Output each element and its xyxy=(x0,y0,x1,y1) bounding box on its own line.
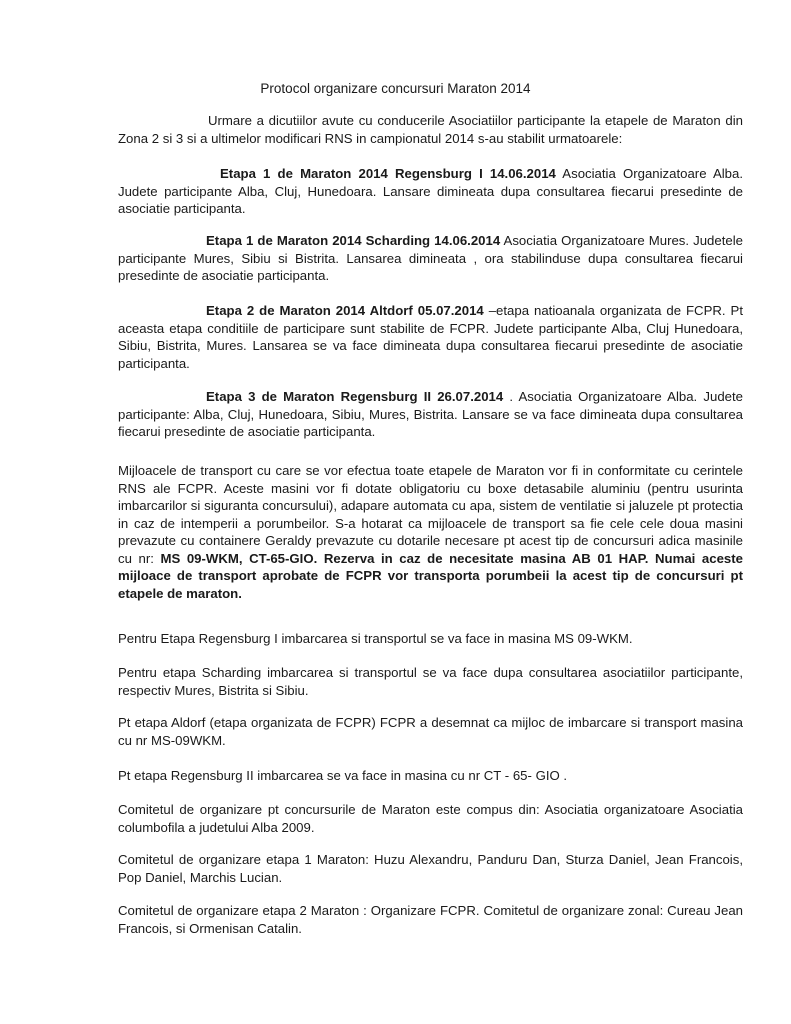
stage-heading: Etapa 1 de Maraton 2014 Scharding 14.06.2014 xyxy=(206,233,501,248)
paragraph-aldorf: Pt etapa Aldorf (etapa organizata de FCPR) FCPR a desemnat ca mijloc de imbarcare si transport masina cu nr MS-09WKM. xyxy=(118,715,743,748)
stage-heading: Etapa 3 de Maraton Regensburg II 26.07.2014 xyxy=(206,389,504,404)
paragraph-committee-stage-1: Comitetul de organizare etapa 1 Maraton: Huzu Alexandru, Panduru Dan, Sturza Daniel, Jean Francois, Pop Daniel, Marchis Lucian. xyxy=(118,852,743,885)
transport-paragraph xyxy=(118,462,743,602)
stage-paragraph xyxy=(118,232,743,285)
stage-text: Asociatia Organizatoare Alba. Judete participante Alba, Cluj, Hunedoara. Lansare dimineata dupa consultarea fiecarui presedinte de asociatie participanta. xyxy=(118,166,744,216)
paragraph-committee-stage-2: Comitetul de organizare etapa 2 Maraton : Organizare FCPR. Comitetul de organizare zonal: Cureau Jean Francois, si Ormenisan Catalin. xyxy=(118,903,743,936)
transport-bold-text: MS 09-WKM, CT-65-GIO. Rezerva in caz de necesitate masina AB 01 HAP. Numai aceste mijloace de transport aprobate de FCPR vor transporta porumbeii la acest tip de concursuri pt etapele de maraton. xyxy=(118,550,743,601)
stage-text: –etapa natioanala organizata de FCPR. Pt aceasta etapa conditiile de participare sunt stabilite de FCPR. Judete participante Alba, Cluj Hunedoara, Sibiu, Bistrita, Mures. Lansarea se va face dimineata dupa consultarea fiecarui presedinte de asociatie participanta. xyxy=(118,303,743,371)
transport-text: Mijloacele de transport cu care se vor efectua toate etapele de Maraton vor fi in conformitate cu cerintele RNS ale FCPR. Aceste masini vor fi dotate obligatoriu cu boxe detasabile aluminiu (pentru usurinta imbarcarilor si siguranta concursului), adapare automata cu apa, sistem de ventilatie si jaluzele pt protectia in caz de intemperii a porumbeilor. S-a hotarat ca mijloacele de transport sa fie cele cele doua masini prevazute cu containere Geraldy prevazute cu dotarile necesare pt acest tip de concursuri adica masinile cu nr: xyxy=(118,463,743,566)
paragraph-scharding: Pentru etapa Scharding imbarcarea si transportul se va face dupa consultarea asociatiilor participante, respectiv Mures, Bistrita si Sibiu. xyxy=(118,665,743,698)
stage-paragraph xyxy=(118,165,743,218)
stage-heading: Etapa 1 de Maraton 2014 Regensburg I 14.06.2014 xyxy=(220,166,556,181)
intro-paragraph: Urmare a dicutiilor avute cu conducerile Asociatiilor participante la etapele de Maraton din Zona 2 si 3 si a ultimelor modificari RNS in campionatul 2014 s-au stabilit urmatoarele: xyxy=(118,113,743,146)
paragraph-committee: Comitetul de organizare pt concursurile de Maraton este compus din: Asociatia organizatoare Asociatia columbofila a judetului Alba 2009. xyxy=(118,802,743,835)
stage-text: . Asociatia Organizatoare Alba. Judete participante: Alba, Cluj, Hunedoara, Sibiu, Mures, Bistrita. Lansare se va face dimineata dupa consultarea fiecarui presedinte de asociatie participanta. xyxy=(118,389,743,439)
paragraph-regensburg-ii: Pt etapa Regensburg II imbarcarea se va face in masina cu nr CT - 65- GIO . xyxy=(118,768,568,783)
stage-text: Asociatia Organizatoare Mures. Judetele participante Mures, Sibiu si Bistrita. Lansarea dimineata , ora stabilinduse dupa consultarea fiecarui presedinte de asociatie participanta. xyxy=(118,233,743,283)
paragraph-regensburg-i: Pentru Etapa Regensburg I imbarcarea si transportul se va face in masina MS 09-WKM. xyxy=(118,631,633,646)
document-title: Protocol organizare concursuri Maraton 2014 xyxy=(260,81,531,96)
stage-paragraph xyxy=(118,388,743,441)
stage-paragraph xyxy=(118,302,743,372)
stage-heading: Etapa 2 de Maraton 2014 Altdorf 05.07.2014 xyxy=(206,303,484,318)
